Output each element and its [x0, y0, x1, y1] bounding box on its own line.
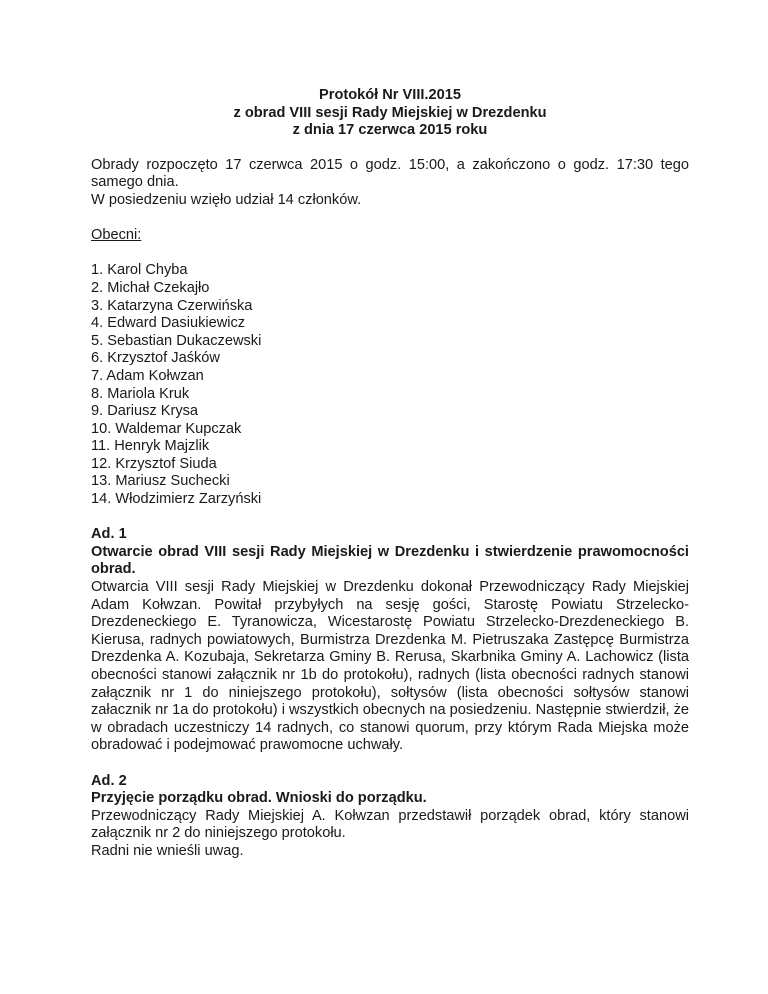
section-ad-1 [91, 526, 689, 755]
list-item: 10. Waldemar Kupczak [91, 420, 242, 437]
list-item: 2. Michał Czekajło [91, 279, 210, 296]
list-item: 8. Mariola Kruk [91, 385, 190, 402]
list-item: 5. Sebastian Dukaczewski [91, 332, 262, 349]
title-line-3: z dnia 17 czerwca 2015 roku [292, 122, 488, 139]
list-item: 4. Edward Dasiukiewicz [91, 315, 246, 332]
section-label: Ad. 2 [91, 772, 127, 789]
list-item: 3. Katarzyna Czerwińska [91, 297, 253, 314]
list-item: 13. Mariusz Suchecki [91, 473, 230, 490]
attendees-heading: Obecni: [91, 227, 142, 244]
title-line-1: Protokół Nr VIII.2015 [319, 87, 461, 103]
list-item: 7. Adam Kołwzan [91, 367, 204, 384]
list-item: 12. Krzysztof Siuda [91, 455, 217, 472]
intro-session-times: Obrady rozpoczęto 17 czerwca 2015 o godz. 15:00, a zakończono o godz. 17:30 tego samego dnia. [91, 156, 689, 191]
section-ad-2 [91, 773, 689, 861]
section-label: Ad. 1 [91, 526, 127, 543]
section-body: Przewodniczący Rady Miejskiej A. Kołwzan przedstawił porządek obrad, który stanowi załącznik nr 2 do niniejszego protokołu. [91, 807, 689, 842]
title-line-2: z obrad VIII sesji Rady Miejskiej w Drezdenku [233, 104, 547, 121]
section-title: Przyjęcie porządku obrad. Wnioski do porządku. [91, 790, 427, 807]
list-item: 6. Krzysztof Jaśków [91, 350, 220, 367]
list-item: 1. Karol Chyba [91, 262, 188, 279]
document-page [91, 87, 689, 861]
document-title [91, 87, 689, 140]
list-item: 11. Henryk Majzlik [91, 438, 210, 455]
section-note: Radni nie wnieśli uwag. [91, 842, 244, 859]
section-title: Otwarcie obrad VIII sesji Rady Miejskiej w Drezdenku i stwierdzenie prawomocności obrad. [91, 543, 689, 578]
list-item: 9. Dariusz Krysa [91, 403, 199, 420]
attendees-list [91, 262, 689, 508]
section-body: Otwarcia VIII sesji Rady Miejskiej w Drezdenku dokonał Przewodniczący Rady Miejskiej Adam Kołwzan. Powitał przybyłych na sesję gości, Starostę Powiatu Strzelecko-Drezdeneckiego E. Tyranowicza, Wicestarostę Powiatu Strzelecko-Drezdeneckiego B. Kierusa, radnych powiatowych, Burmistrza Drezdenka M. Pietruszaka Zastępcę Burmistrza Drezdenka A. Kozubaja, Sekretarza Gminy B. Rerusa, Skarbnika Gminy A. Lachowicz (lista obecności stanowi załącznik nr 1b do protokołu), radnych (lista obecności radnych stanowi załącznik nr 1 do niniejszego protokołu), sołtysów (lista obecności sołtysów stanowi załacznik nr 1a do protokołu) i wszystkich obecnych na posiedzeniu. Następnie stwierdził, że w obradach uczestniczy 14 radnych, co stanowi quorum, przy którym Rada Miejska może obradować i podejmować prawomocne uchwały. [91, 579, 689, 754]
list-item: 14. Włodzimierz Zarzyński [91, 491, 262, 508]
intro-attendance-count: W posiedzeniu wzięło udział 14 członków. [91, 191, 362, 208]
